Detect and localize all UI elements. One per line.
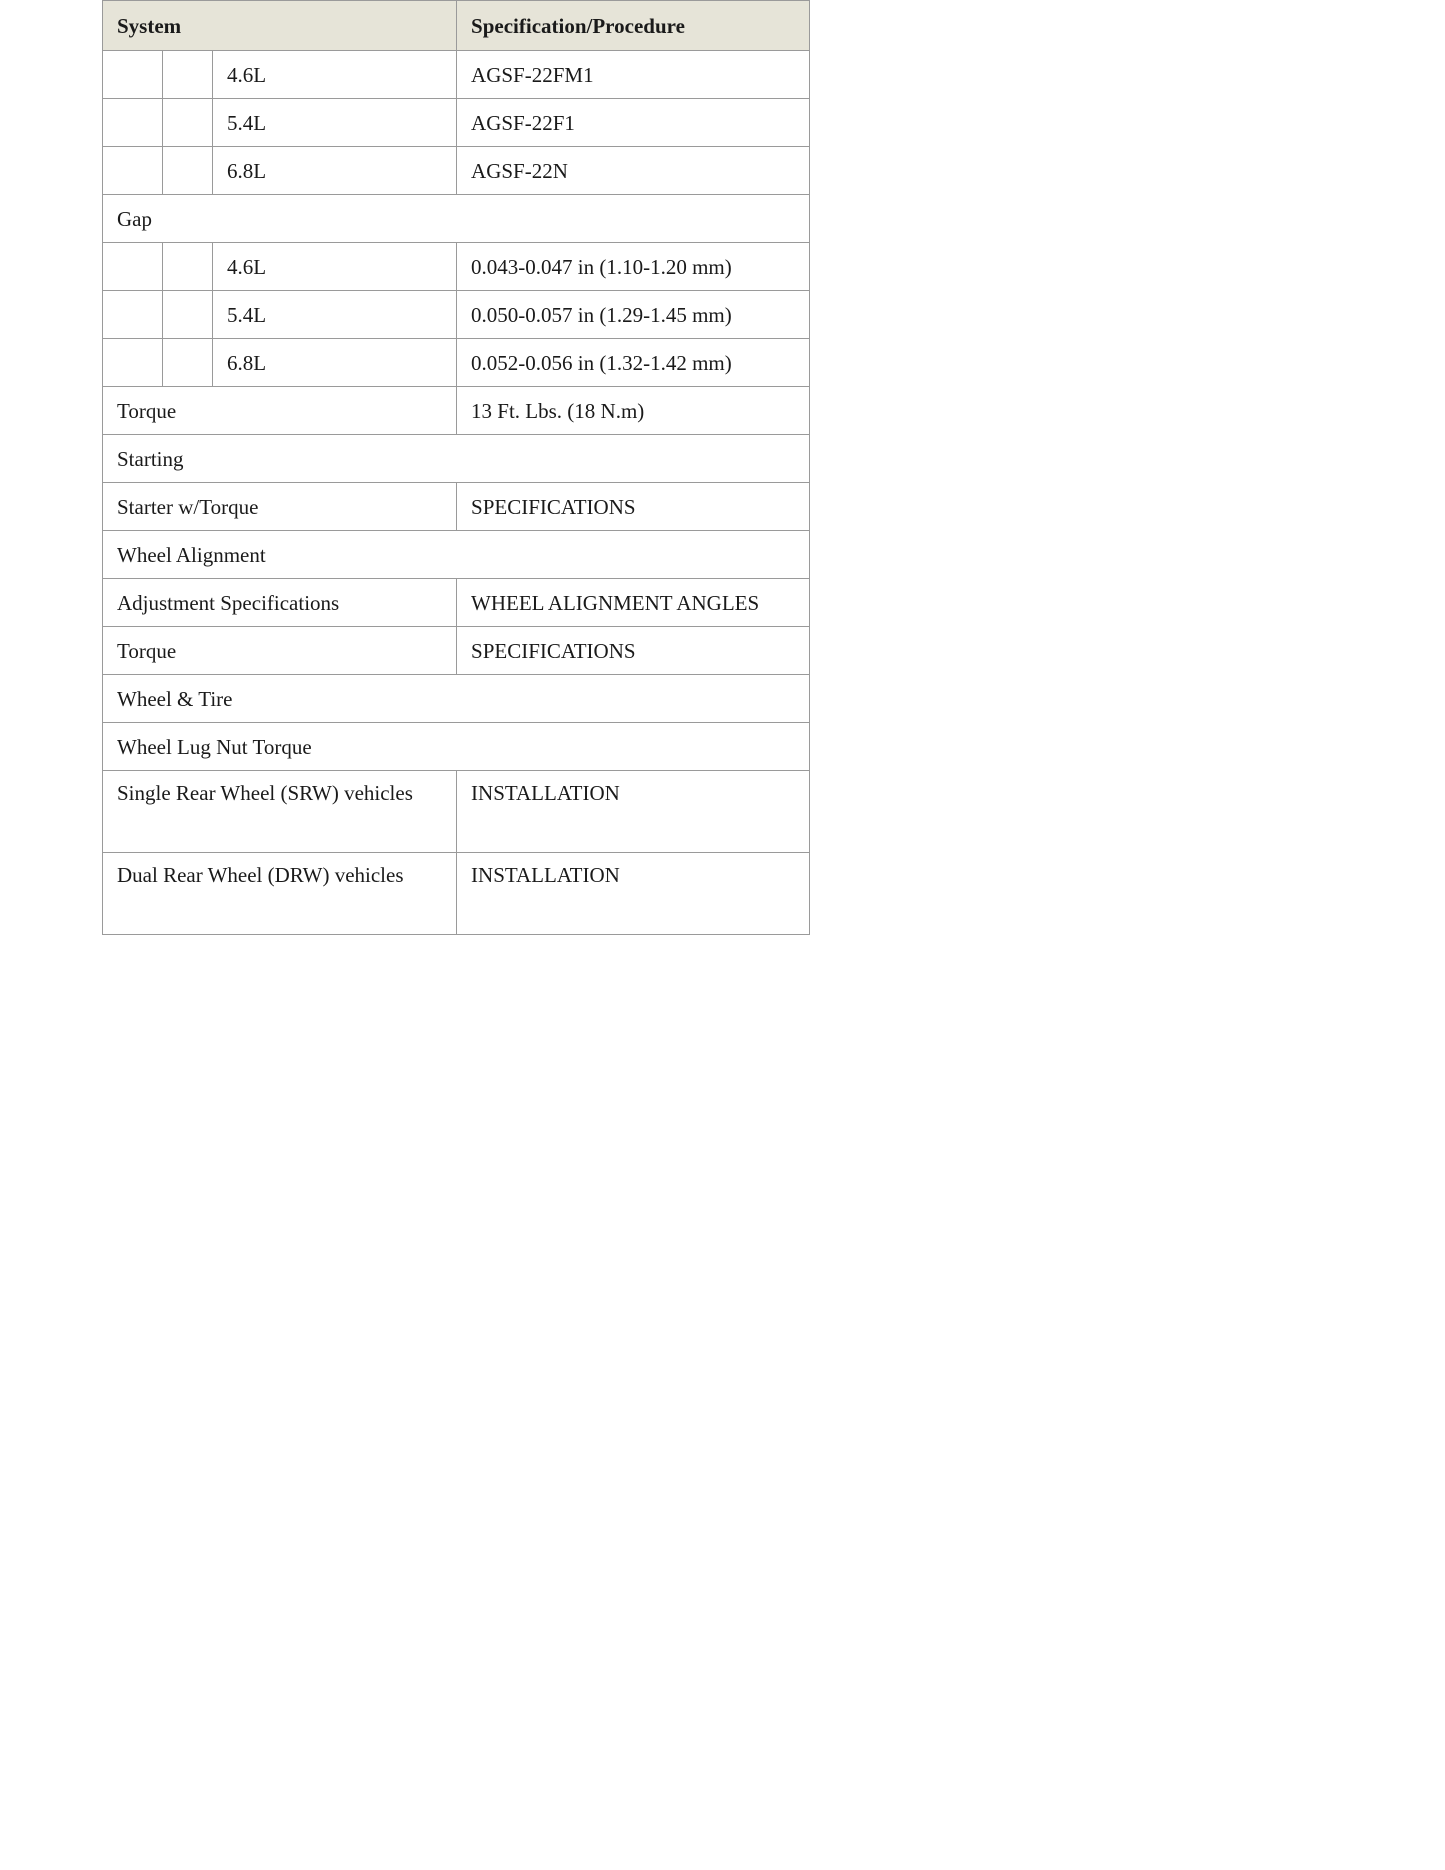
empty-cell [163, 243, 213, 291]
table-row [103, 147, 810, 195]
row-value-link[interactable]: INSTALLATION [457, 853, 810, 935]
empty-cell [163, 147, 213, 195]
section-row-wheel-alignment [103, 531, 810, 579]
empty-cell [103, 51, 163, 99]
section-row-wheel-tire [103, 675, 810, 723]
section-row-starting [103, 435, 810, 483]
row-value: 0.050-0.057 in (1.29-1.45 mm) [457, 291, 810, 339]
row-value: AGSF-22FM1 [457, 51, 810, 99]
row-value: 0.052-0.056 in (1.32-1.42 mm) [457, 339, 810, 387]
row-value-link[interactable]: WHEEL ALIGNMENT ANGLES [457, 579, 810, 627]
table-row [103, 627, 810, 675]
section-label: Starting [103, 435, 810, 483]
table-row [103, 853, 810, 935]
row-value-link[interactable]: SPECIFICATIONS [457, 627, 810, 675]
table-header-row [103, 1, 810, 51]
row-label: 4.6L [213, 243, 457, 291]
table-row [103, 99, 810, 147]
table-row [103, 243, 810, 291]
section-label: Wheel Lug Nut Torque [103, 723, 810, 771]
row-label: Single Rear Wheel (SRW) vehicles [103, 771, 457, 853]
table-row [103, 579, 810, 627]
row-value: 0.043-0.047 in (1.10-1.20 mm) [457, 243, 810, 291]
row-value-link[interactable]: INSTALLATION [457, 771, 810, 853]
table-row [103, 339, 810, 387]
row-label: 6.8L [213, 339, 457, 387]
empty-cell [103, 291, 163, 339]
empty-cell [103, 99, 163, 147]
row-label: 4.6L [213, 51, 457, 99]
section-label: Wheel Alignment [103, 531, 810, 579]
header-system: System [103, 1, 457, 51]
row-value: 13 Ft. Lbs. (18 N.m) [457, 387, 810, 435]
row-value-link[interactable]: SPECIFICATIONS [457, 483, 810, 531]
row-value: AGSF-22F1 [457, 99, 810, 147]
section-row-gap [103, 195, 810, 243]
table-row [103, 387, 810, 435]
empty-cell [163, 291, 213, 339]
empty-cell [163, 339, 213, 387]
empty-cell [103, 147, 163, 195]
table-row [103, 291, 810, 339]
table-row [103, 51, 810, 99]
table-row [103, 483, 810, 531]
row-value: AGSF-22N [457, 147, 810, 195]
row-label: Dual Rear Wheel (DRW) vehicles [103, 853, 457, 935]
table-row [103, 771, 810, 853]
row-label: Torque [103, 387, 457, 435]
section-label: Gap [103, 195, 810, 243]
header-specification: Specification/Procedure [457, 1, 810, 51]
empty-cell [163, 99, 213, 147]
empty-cell [103, 339, 163, 387]
empty-cell [163, 51, 213, 99]
row-label: 5.4L [213, 99, 457, 147]
empty-cell [103, 243, 163, 291]
section-label: Wheel & Tire [103, 675, 810, 723]
row-label: Adjustment Specifications [103, 579, 457, 627]
row-label: Torque [103, 627, 457, 675]
row-label: 6.8L [213, 147, 457, 195]
specification-table [102, 0, 810, 935]
section-row-lug-nut [103, 723, 810, 771]
row-label: 5.4L [213, 291, 457, 339]
row-label: Starter w/Torque [103, 483, 457, 531]
